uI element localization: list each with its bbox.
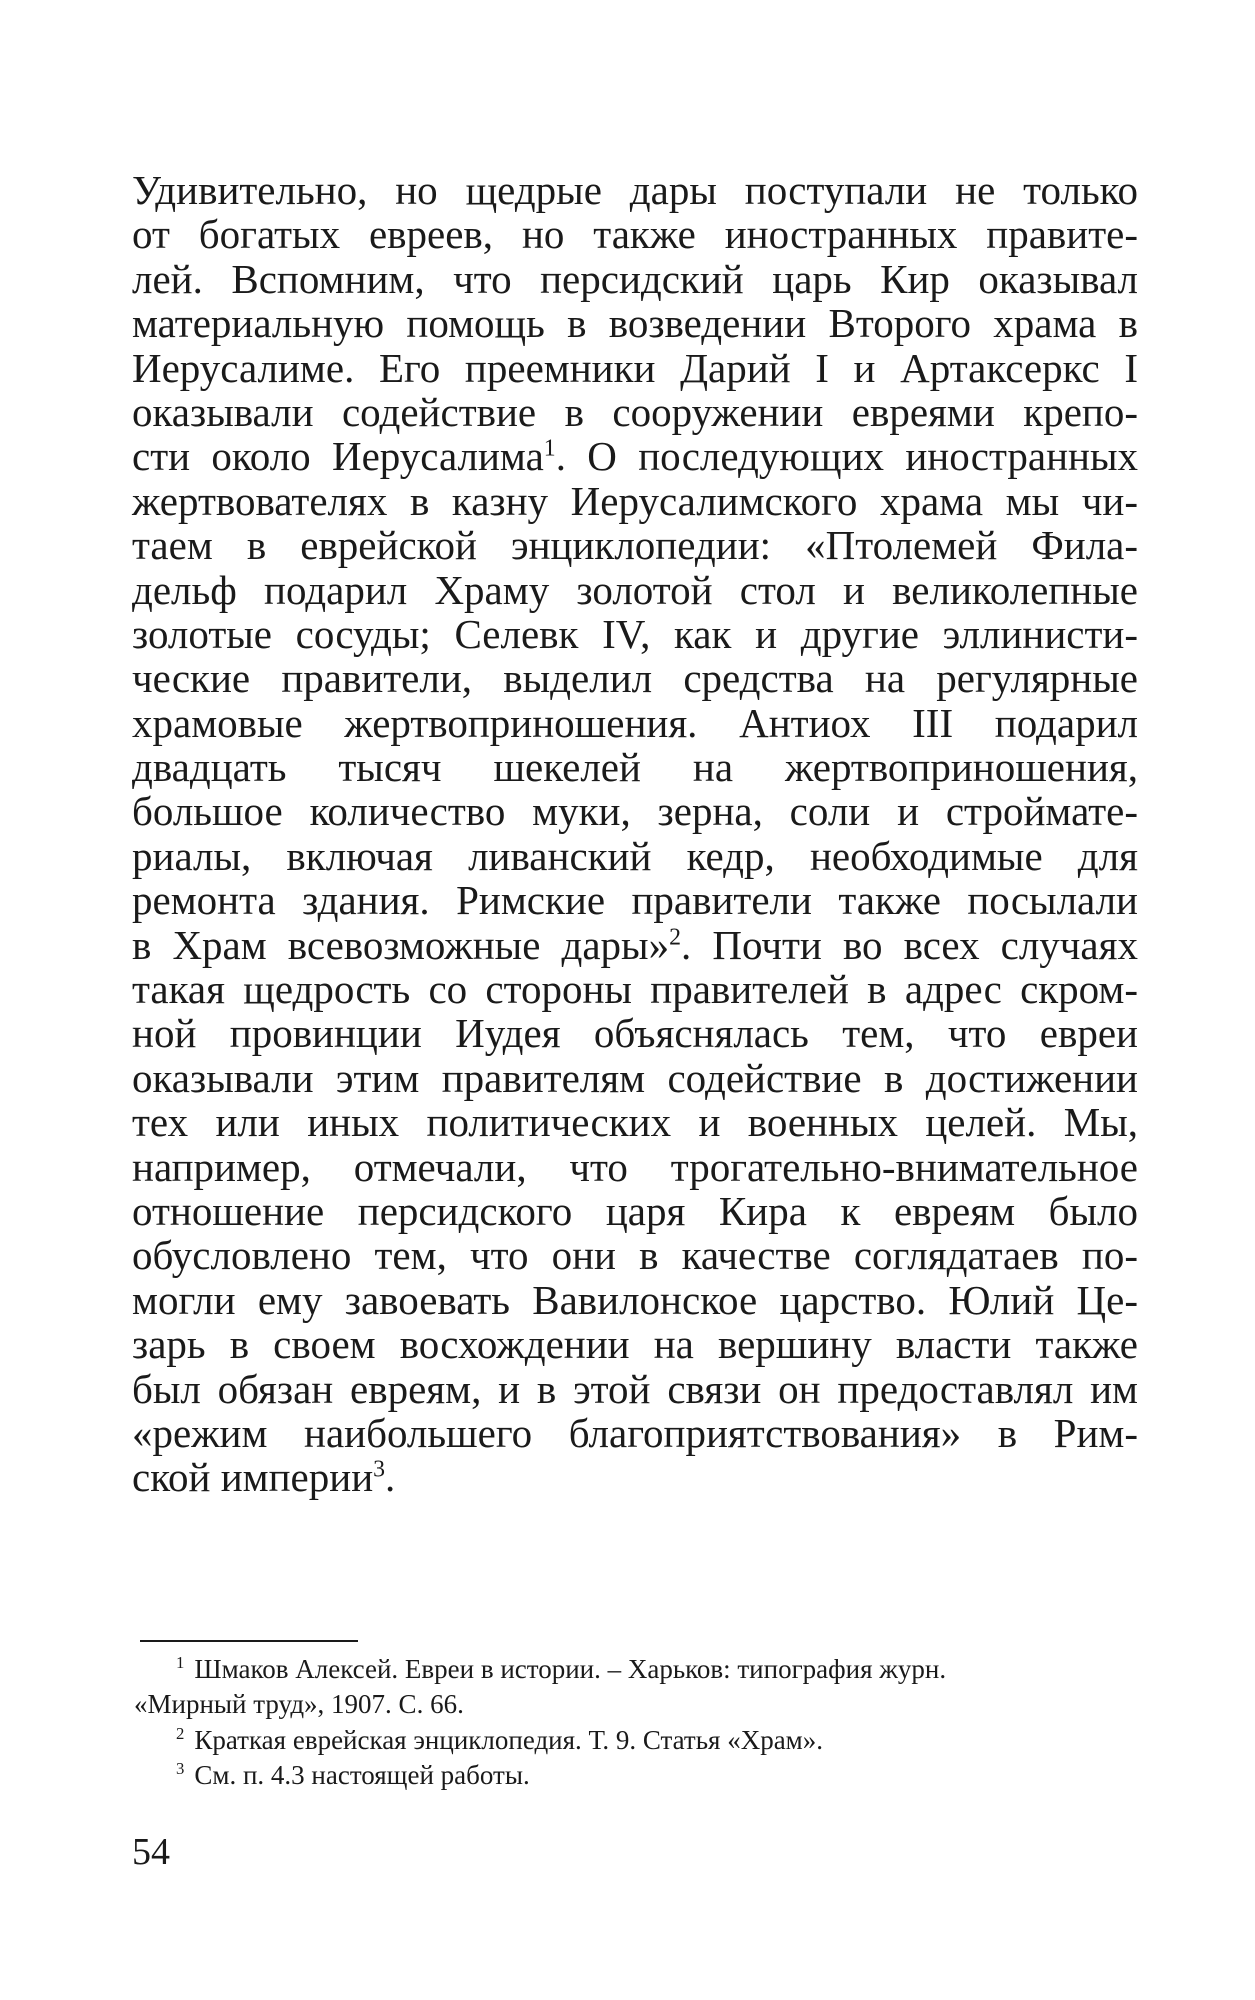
text-line: ремонта здания. Римские правители также посылали [132, 877, 1138, 924]
footnote-1-continued: «Мирный труд», 1907. С. 66. [134, 1689, 464, 1720]
text-line [132, 434, 1138, 478]
text-line: лей. Вспомним, что персидский царь Кир оказывал [132, 255, 1138, 302]
text-line: материальную помощь в возведении Второго храма в [132, 300, 1138, 347]
text-line: ческие правители, выделил средства на регулярные [132, 655, 1138, 702]
footnote-ref-1[interactable]: 1 [543, 435, 556, 462]
text-line: зарь в своем восхождении на вершину власти также [132, 1321, 1138, 1368]
footnote-text: Краткая еврейская энциклопедия. Т. 9. Статья «Храм». [194, 1724, 824, 1755]
text-line: Удивительно, но щедрые дары поступали не только [132, 167, 1138, 213]
text-line: двадцать тысяч шекелей на жертвоприношения, [132, 744, 1138, 791]
text-line: ной провинции Иудея объяснялась тем, что евреи [132, 1010, 1138, 1057]
text-line [132, 1455, 1138, 1499]
text-line: был обязан евреям, и в этой связи он предоставлял им [132, 1365, 1138, 1412]
footnote-mark: 3 [176, 1759, 185, 1779]
footnote-mark: 2 [176, 1723, 185, 1743]
footnote-3 [134, 1758, 1138, 1793]
text-line: дельф подарил Храму золотой стол и великолепные [132, 566, 1138, 613]
footnote-separator [140, 1640, 358, 1642]
text-segment: в Храм всевозможные дары» [132, 921, 670, 968]
text-line: Иерусалиме. Его преемники Дарий I и Артаксеркс I [132, 344, 1138, 391]
text-line: оказывали содействие в сооружении евреями крепо- [132, 388, 1138, 435]
footnote-text: См. п. 4.3 настоящей работы. [194, 1760, 530, 1791]
footnote-1 [134, 1652, 1138, 1687]
text-line: обусловлено тем, что они в качестве соглядатаев по- [132, 1232, 1138, 1279]
footnote-2 [134, 1723, 1138, 1758]
text-line: таем в еврейской энциклопедии: «Птолемей Фила- [132, 522, 1138, 569]
text-segment: . [385, 1454, 396, 1501]
text-segment: сти около Иерусалима [132, 433, 544, 480]
text-line: оказывали этим правителям содействие в достижении [132, 1054, 1138, 1101]
text-line: тех или иных политических и военных целей. Мы, [132, 1099, 1138, 1146]
text-segment: ской империи [132, 1454, 374, 1501]
text-line: могли ему завоевать Вавилонское царство. Юлий Це- [132, 1276, 1138, 1323]
page-number: 54 [132, 1831, 170, 1873]
text-line: риалы, включая ливанский кедр, необходимые для [132, 832, 1138, 879]
text-line: «режим наибольшего благоприятствования» в Рим- [132, 1409, 1138, 1456]
text-segment: . Почти во всех случаях [681, 921, 1138, 968]
text-line: храмовые жертвоприношения. Антиох III подарил [132, 699, 1138, 746]
text-line: например, отмечали, что трогательно-внимательное [132, 1143, 1138, 1190]
text-line: золотые сосуды; Селевк IV, как и другие эллинисти- [132, 610, 1138, 657]
footnote-ref-3[interactable]: 3 [373, 1456, 386, 1483]
footnotes [134, 1652, 1138, 1794]
text-segment: . О последующих иностранных [555, 433, 1138, 480]
text-line: жертвователях в казну Иерусалимского храма мы чи- [132, 477, 1138, 524]
text-line: от богатых евреев, но также иностранных правите- [132, 211, 1138, 258]
footnote-ref-2[interactable]: 2 [669, 923, 681, 950]
body-paragraph [132, 168, 1138, 1500]
footnote-mark: 1 [176, 1653, 185, 1672]
text-line: отношение персидского царя Кира к евреям было [132, 1187, 1138, 1234]
footnote-text: Шмаков Алексей. Евреи в истории. – Харьков: типография журн. [194, 1654, 947, 1684]
text-line [132, 923, 1138, 967]
text-line: такая щедрость со стороны правителей в адрес скром- [132, 966, 1138, 1013]
text-line: большое количество муки, зерна, соли и строймате- [132, 788, 1138, 835]
